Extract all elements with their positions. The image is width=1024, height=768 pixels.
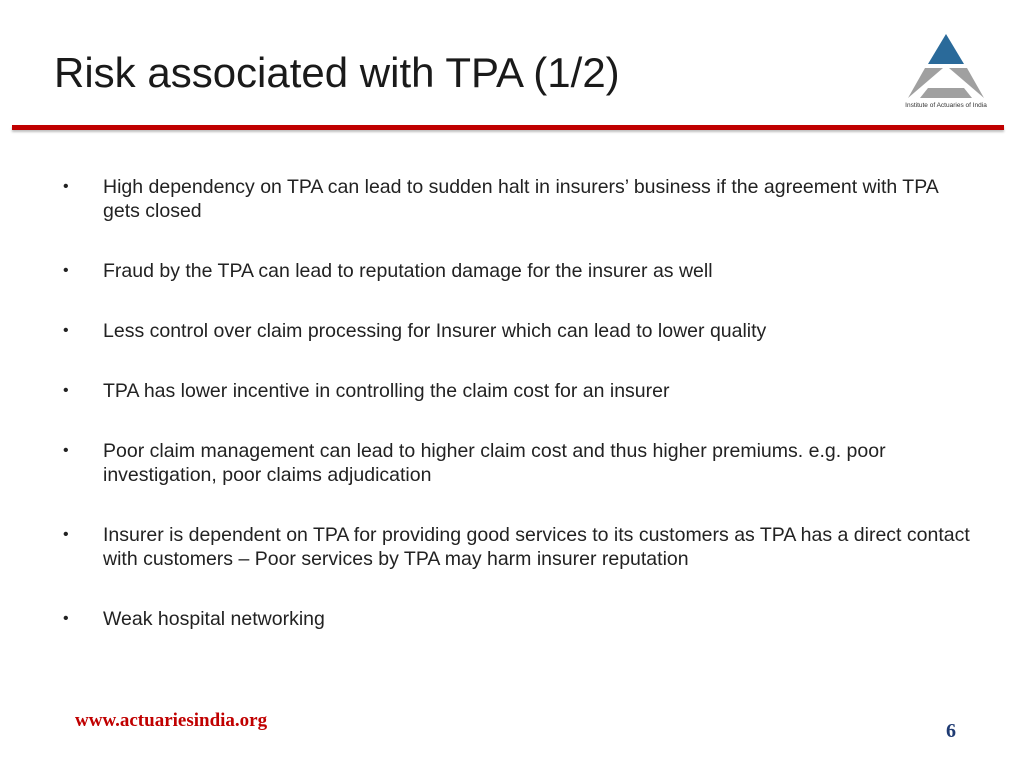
list-item [0, 439, 1024, 487]
bullet-marker: • [63, 178, 69, 195]
bullet-text: TPA has lower incentive in controlling the claim cost for an insurer [103, 380, 670, 402]
institute-logo [898, 32, 994, 112]
list-item [0, 379, 1024, 403]
bullet-marker: • [63, 610, 69, 627]
title-divider [12, 125, 1004, 130]
list-item [0, 175, 1024, 223]
list-item [0, 607, 1024, 631]
institute-logo-icon [898, 32, 994, 100]
bullet-list [0, 175, 1024, 667]
bullet-marker: • [63, 262, 69, 279]
bullet-text: Less control over claim processing for Insurer which can lead to lower quality [103, 320, 767, 342]
bullet-marker: • [63, 322, 69, 339]
bullet-text: High dependency on TPA can lead to sudden halt in insurers’ business if the agreement with TPA gets closed [103, 176, 938, 222]
logo-bottom-shape [920, 88, 972, 98]
bullet-marker: • [63, 526, 69, 543]
bullet-marker: • [63, 382, 69, 399]
logo-center-shape [936, 70, 956, 86]
list-item [0, 259, 1024, 283]
logo-top-triangle [928, 34, 964, 64]
bullet-text: Weak hospital networking [103, 608, 325, 630]
list-item [0, 523, 1024, 571]
bullet-text: Fraud by the TPA can lead to reputation damage for the insurer as well [103, 260, 713, 282]
bullet-text: Insurer is dependent on TPA for providing good services to its customers as TPA has a direct contact with customers – Poor services by TPA may harm insurer reputation [103, 524, 970, 570]
footer-website-link[interactable]: www.actuariesindia.org [75, 710, 268, 731]
slide-title: Risk associated with TPA (1/2) [54, 49, 620, 96]
logo-caption: Institute of Actuaries of India [905, 102, 987, 109]
page-number: 6 [946, 720, 956, 742]
bullet-marker: • [63, 442, 69, 459]
bullet-text: Poor claim management can lead to higher claim cost and thus higher premiums. e.g. poor investigation, poor claims adjudication [103, 440, 886, 486]
list-item [0, 319, 1024, 343]
